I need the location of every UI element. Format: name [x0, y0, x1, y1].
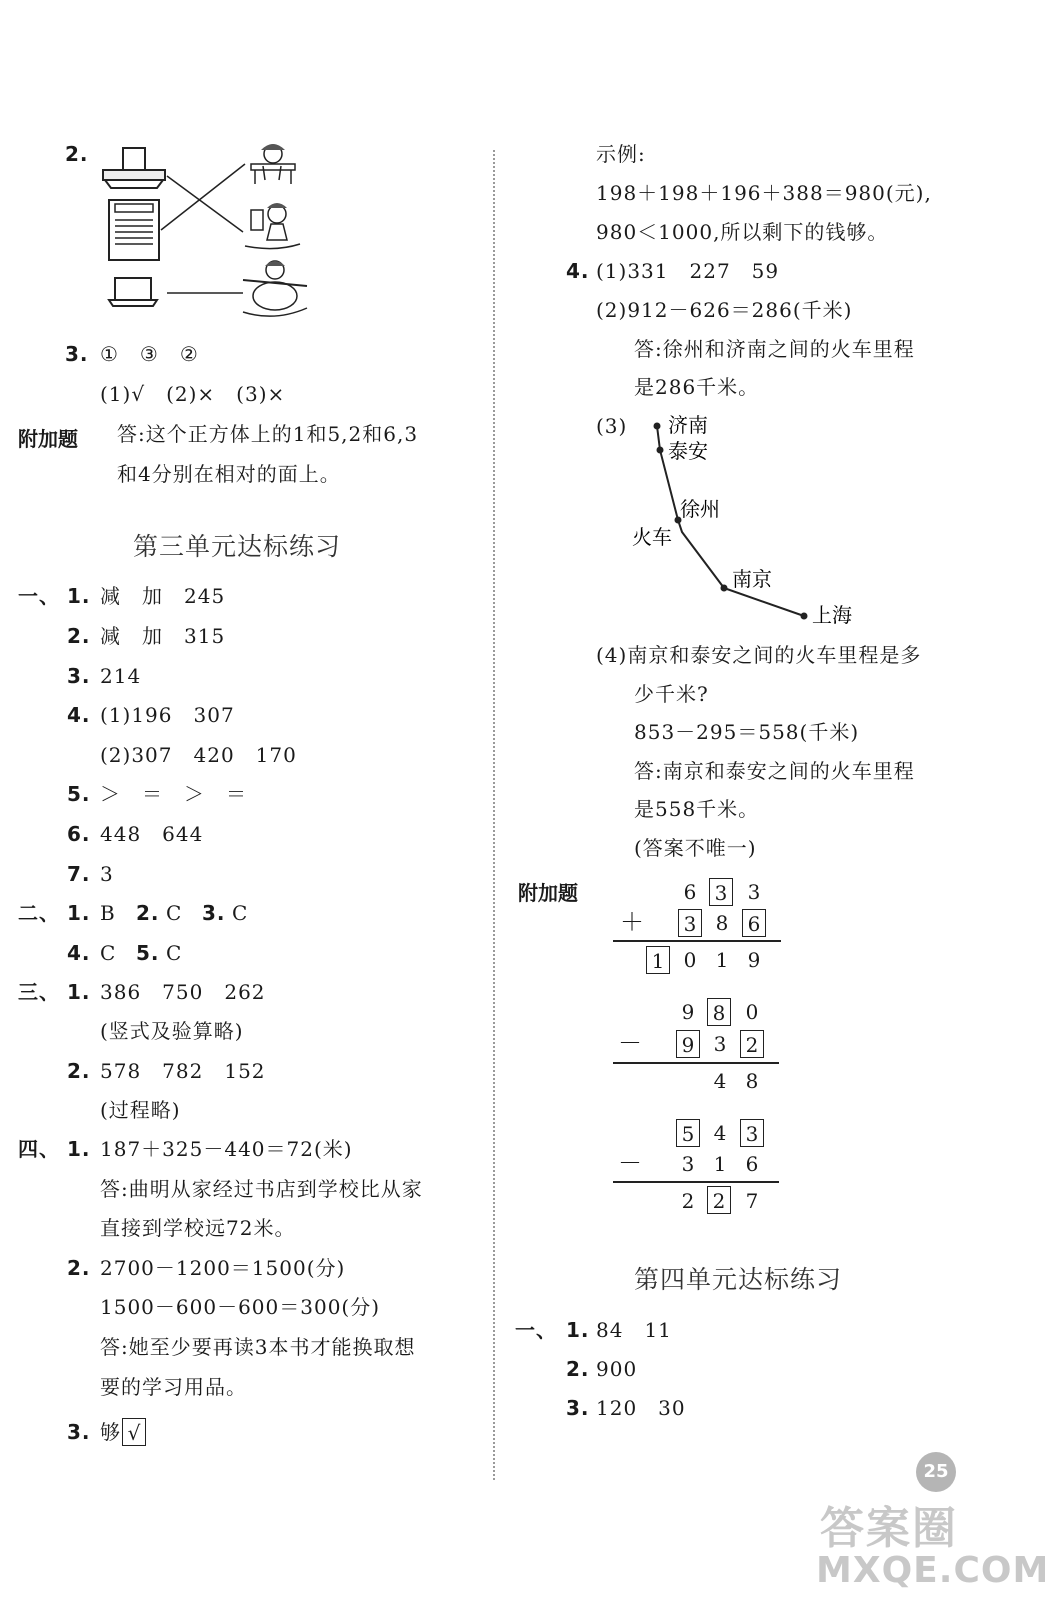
s4-q2-answer-1: 答:她至少要再读3本书才能换取想 [100, 1335, 416, 1359]
u4-item-2-number: 2. [566, 1357, 590, 1381]
calc1-r2-d1-box: 3 [678, 909, 702, 937]
calc1-r3-d4: 9 [747, 948, 761, 972]
object-top-icon [103, 148, 165, 188]
item-4-answer-2: (2)307 420 170 [100, 743, 297, 767]
child-observer-1-icon [251, 144, 295, 184]
nanjing-dot [721, 585, 728, 592]
shanghai-label: 上海 [812, 603, 852, 627]
fujia-label-left: 附加题 [18, 427, 78, 451]
s2-q1-answer: B [100, 901, 116, 925]
q4-part4-equation: 853－295＝558(千米) [634, 720, 860, 744]
nanjing-label: 南京 [732, 567, 772, 591]
s2-q5-answer: C [166, 941, 183, 965]
unit3-title: 第三单元达标练习 [133, 532, 342, 561]
calc2-r1-d3: 0 [745, 1000, 759, 1024]
s4-q3-answer: 够 [100, 1420, 121, 1444]
calc1-r3-d1-box: 1 [646, 946, 670, 974]
calc2-r2-d2: 3 [713, 1032, 727, 1056]
item-3-number: 3. [67, 664, 91, 688]
s2-q4-number: 4. [67, 941, 91, 965]
item-1-answer: 减 加 245 [100, 584, 226, 608]
child-observer-3-icon [243, 261, 307, 316]
calc3-rule [613, 1181, 779, 1183]
u4-section-1-label: 一、 [515, 1318, 557, 1342]
s4-q1-answer-1: 答:曲明从家经过书店到学校比从家 [100, 1177, 423, 1201]
calc2-rule [613, 1062, 779, 1064]
calc2-r3-d1: 4 [713, 1069, 727, 1093]
item-1-number: 1. [67, 584, 91, 608]
u4-item-3-answer: 120 30 [596, 1396, 686, 1420]
s4-q2-number: 2. [67, 1256, 91, 1280]
calc2-r1-d1: 9 [681, 1000, 695, 1024]
calc1-r2-d2: 8 [715, 911, 729, 935]
calc2-r1-d2-box: 8 [707, 998, 731, 1026]
q4-part4-answer-2: 是558千米。 [634, 797, 760, 821]
watermark-url: MXQE.COM [816, 1550, 1049, 1591]
calc1-r3-d3: 1 [715, 948, 729, 972]
section-1-label: 一、 [18, 584, 60, 608]
u4-item-3-number: 3. [566, 1396, 590, 1420]
calc3-r3-d2-box: 2 [707, 1186, 731, 1214]
jinan-dot [654, 423, 661, 430]
fujia-answer-line2: 和4分别在相对的面上。 [117, 462, 341, 486]
item-3-answer: 214 [100, 664, 142, 688]
column-divider [493, 150, 495, 1480]
calc3-r2-d1: 3 [681, 1152, 695, 1176]
s2-q1-number: 1. [67, 901, 91, 925]
q3-line1: ① ③ ② [100, 342, 199, 366]
huoche-label: 火车 [632, 525, 672, 549]
section-2-label: 二、 [18, 901, 60, 925]
q4-part4-line1: (4)南京和泰安之间的火车里程是多 [596, 643, 922, 667]
calc2-minus: － [618, 1029, 642, 1057]
item-4-number: 4. [67, 703, 91, 727]
item-6-answer: 448 644 [100, 822, 204, 846]
s2-q2-number: 2. [136, 901, 160, 925]
s3-q1-note: (竖式及验算略) [100, 1019, 244, 1043]
calc3-r1-d2: 4 [713, 1121, 727, 1145]
q4-part4-note: (答案不唯一) [634, 836, 757, 860]
watermark-logo: 答案圈 [820, 1503, 958, 1554]
jinan-label: 济南 [668, 413, 708, 437]
item-7-number: 7. [67, 862, 91, 886]
s3-q1-answer: 386 750 262 [100, 980, 266, 1004]
q4-part2-answer-2: 是286千米。 [634, 375, 760, 399]
q4-part1: (1)331 227 59 [596, 259, 780, 283]
s3-q2-answer: 578 782 152 [100, 1059, 266, 1083]
s2-q3-number: 3. [202, 901, 226, 925]
calc1-r1-d1: 6 [683, 880, 697, 904]
q4-part2-equation: (2)912－626＝286(千米) [596, 298, 853, 322]
item-6-number: 6. [67, 822, 91, 846]
s2-q5-number: 5. [136, 941, 160, 965]
q4-part4-line2: 少千米? [634, 682, 709, 706]
example-conclusion: 980＜1000,所以剩下的钱够。 [596, 220, 889, 244]
s4-q3-number: 3. [67, 1420, 91, 1444]
s3-q2-number: 2. [67, 1059, 91, 1083]
shanghai-dot [801, 613, 808, 620]
calc3-r3-d1: 2 [681, 1189, 695, 1213]
q4-part3-label: (3) [596, 414, 628, 438]
s4-q1-number: 1. [67, 1137, 91, 1161]
calc1-r3-d2: 0 [683, 948, 697, 972]
calc1-r1-d3: 3 [747, 880, 761, 904]
object-side-icon [109, 278, 157, 306]
s4-q2-equation-1: 2700－1200＝1500(分) [100, 1256, 346, 1280]
q4-part2-answer-1: 答:徐州和济南之间的火车里程 [634, 337, 915, 361]
q3-number: 3. [65, 342, 89, 366]
item-4-answer-1: (1)196 307 [100, 703, 235, 727]
example-equation: 198＋198＋196＋388＝980(元), [596, 181, 932, 205]
item-5-number: 5. [67, 782, 91, 806]
calc3-minus: － [618, 1149, 642, 1177]
unit4-title: 第四单元达标练习 [634, 1265, 843, 1294]
section-3-label: 三、 [18, 980, 60, 1004]
u4-item-1-answer: 84 11 [596, 1318, 672, 1342]
calc2-r3-d2: 8 [745, 1069, 759, 1093]
calc1-rule [613, 940, 781, 942]
calc3-r3-d3: 7 [745, 1189, 759, 1213]
s4-q2-answer-2: 要的学习用品。 [100, 1375, 247, 1399]
matching-illustration [95, 140, 325, 330]
item-2-answer: 减 加 315 [100, 624, 226, 648]
q2-number: 2. [65, 142, 89, 166]
s2-q2-answer: C [166, 901, 183, 925]
s2-q4-answer: C [100, 941, 117, 965]
object-front-icon [109, 200, 159, 260]
s3-q2-note: (过程略) [100, 1098, 181, 1122]
s4-q1-answer-2: 直接到学校远72米。 [100, 1216, 296, 1240]
item-2-number: 2. [67, 624, 91, 648]
fujia-answer-line1: 答:这个正方体上的1和5,2和6,3 [117, 422, 419, 446]
u4-item-2-answer: 900 [596, 1357, 638, 1381]
example-label: 示例: [596, 142, 646, 166]
railway-map [620, 410, 860, 630]
page-number-badge: 25 [916, 1452, 956, 1492]
s2-q3-answer: C [232, 901, 249, 925]
calc2-r2-d1-box: 9 [676, 1030, 700, 1058]
calc3-r2-d2: 1 [713, 1152, 727, 1176]
xuzhou-label: 徐州 [680, 497, 720, 521]
calc2-r2-d3-box: 2 [740, 1030, 764, 1058]
calc3-r1-d1-box: 5 [676, 1119, 700, 1147]
q4-number: 4. [566, 259, 590, 283]
taian-label: 泰安 [668, 439, 708, 463]
calc1-r1-d2-box: 3 [709, 878, 733, 906]
calc1-plus: ＋ [620, 908, 644, 936]
s3-q1-number: 1. [67, 980, 91, 1004]
q4-part4-answer-1: 答:南京和泰安之间的火车里程 [634, 759, 915, 783]
q3-line2: (1)√ (2)× (3)× [100, 382, 286, 406]
fujia-label-right: 附加题 [518, 881, 578, 905]
calc1-r2-d3-box: 6 [742, 909, 766, 937]
taian-dot [657, 447, 664, 454]
item-5-answer: ＞ ＝ ＞ ＝ [100, 782, 247, 806]
s4-q1-equation: 187＋325－440＝72(米) [100, 1137, 353, 1161]
item-7-answer: 3 [100, 862, 114, 886]
calc3-r1-d3-box: 3 [740, 1119, 764, 1147]
calc3-r2-d3: 6 [745, 1152, 759, 1176]
u4-item-1-number: 1. [566, 1318, 590, 1342]
child-observer-2-icon [245, 203, 300, 249]
s4-q2-equation-2: 1500－600－600＝300(分) [100, 1295, 381, 1319]
s4-q3-check-box: √ [122, 1418, 146, 1446]
section-4-label: 四、 [18, 1137, 60, 1161]
